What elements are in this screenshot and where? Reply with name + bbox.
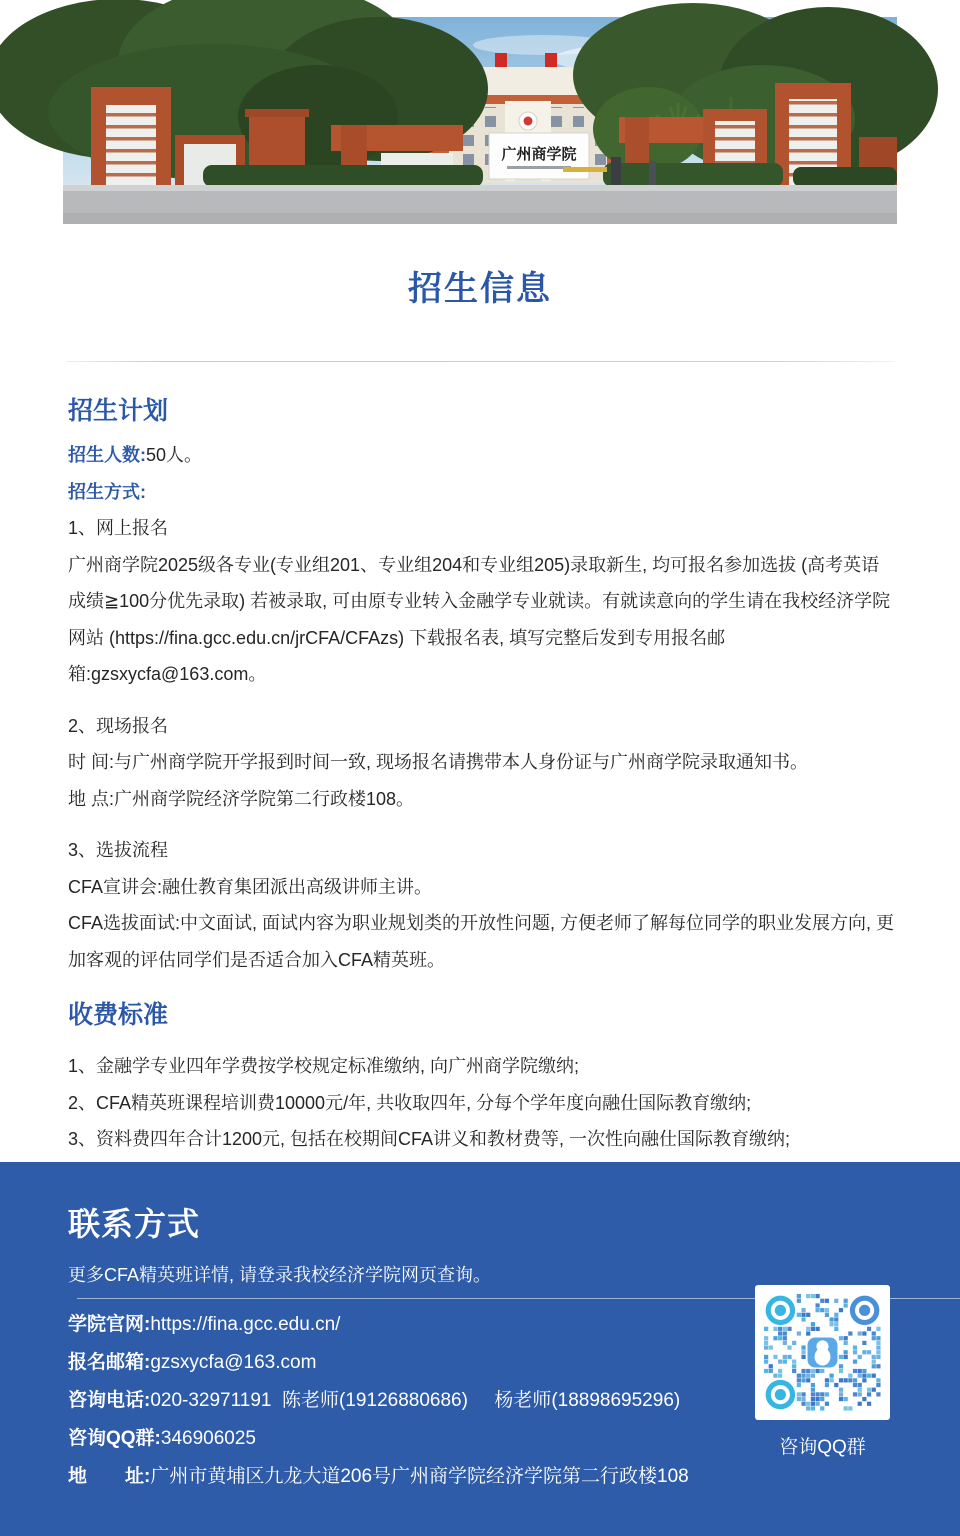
website-label: 学院官网: — [68, 1314, 151, 1335]
section-heading-contact: 联系方式 — [68, 1206, 201, 1242]
contact-row-qq — [68, 1420, 689, 1458]
address-value: 广州市黄埔区九龙大道206号广州商学院经济学院第二行政楼108 — [150, 1466, 689, 1487]
contact-rows — [68, 1306, 689, 1496]
qr-caption: 咨询QQ群 — [779, 1437, 866, 1458]
admissions-page — [0, 17, 960, 1536]
method-label: 招生方式: — [68, 481, 146, 502]
gate-sign-text: 广州商学院 — [501, 146, 577, 163]
contact-intro: 更多CFA精英班详情, 请登录我校经济学院网页查询。 — [68, 1265, 492, 1285]
contact-row-email — [68, 1344, 689, 1382]
enrollment-label: 招生人数: — [68, 445, 146, 465]
item-title-onsite: 2、现场报名 — [68, 715, 169, 736]
email-value: gzsxycfa@163.com — [150, 1352, 317, 1373]
qq-group-label: 咨询QQ群: — [68, 1428, 161, 1449]
section-heading-admissions: 招生计划 — [68, 397, 169, 425]
enrollment-row — [68, 437, 896, 474]
section-heading-fees: 收费标准 — [68, 1001, 169, 1029]
item-title-selection: 3、选拔流程 — [68, 840, 169, 860]
contact-row-address — [68, 1458, 689, 1496]
selection-lecture: CFA宣讲会:融仕教育集团派出高级讲师主讲。 — [68, 876, 433, 897]
item-body-online: 广州商学院2025级各专业(专业组201、专业组204和专业组205)录取新生, 均可报名参加选拔 (高考英语成绩≧100分优先录取) 若被录取, 可由原专业转入金融学专业就读。有就读意向的学生请在我校经济学院网站 (https://fina.gcc.edu.cn/jrCFA/CFAzs) 下载报名表, 填写完整后发到专用报名邮箱:gzsxycfa@163.com。 — [68, 554, 891, 684]
fee-item: 1、金融学专业四年学费按学校规定标准缴纳, 向广州商学院缴纳; — [68, 1056, 580, 1076]
contact-row-phone — [68, 1382, 689, 1420]
email-label: 报名邮箱: — [68, 1352, 151, 1373]
selection-interview: CFA选拔面试:中文面试, 面试内容为职业规划类的开放性问题, 方便老师了解每位同学的职业发展方向, 更加客观的评估同学们是否适合加入CFA精英班。 — [68, 913, 895, 970]
main-section — [0, 17, 960, 1162]
qq-group-value: 346906025 — [160, 1428, 256, 1449]
main-content — [0, 394, 960, 1194]
onsite-time: 时 间:与广州商学院开学报到时间一致, 现场报名请携带本人身份证与广州商学院录取通知书。 — [68, 752, 808, 772]
qq-group-qr-code — [755, 1285, 890, 1420]
title-divider — [66, 361, 895, 362]
onsite-place: 地 点:广州商学院经济学院第二行政楼108。 — [68, 788, 415, 809]
fee-item: 3、资料费四年合计1200元, 包括在校期间CFA讲义和教材费等, 一次性向融仕国际教育缴纳; — [68, 1129, 791, 1149]
website-value: https://fina.gcc.edu.cn/ — [150, 1314, 341, 1335]
item-title-online: 1、网上报名 — [68, 518, 169, 538]
address-label: 地 址: — [68, 1466, 151, 1487]
phone-label: 咨询电话: — [68, 1390, 151, 1411]
phone-value: 020-32971191 陈老师(19126880686) 杨老师(18898695296) — [150, 1390, 681, 1411]
campus-photo — [63, 17, 897, 224]
admissions-summary — [68, 437, 896, 978]
method-row — [68, 474, 896, 511]
contact-row-website — [68, 1306, 689, 1344]
contact-footer — [0, 1162, 960, 1536]
enrollment-value: 50人。 — [146, 445, 203, 465]
page-title: 招生信息 — [408, 270, 552, 308]
fee-item: 2、CFA精英班课程培训费10000元/年, 共收取四年, 分每个学年度向融仕国际教育缴纳; — [68, 1092, 752, 1113]
gate-sign — [489, 133, 589, 179]
